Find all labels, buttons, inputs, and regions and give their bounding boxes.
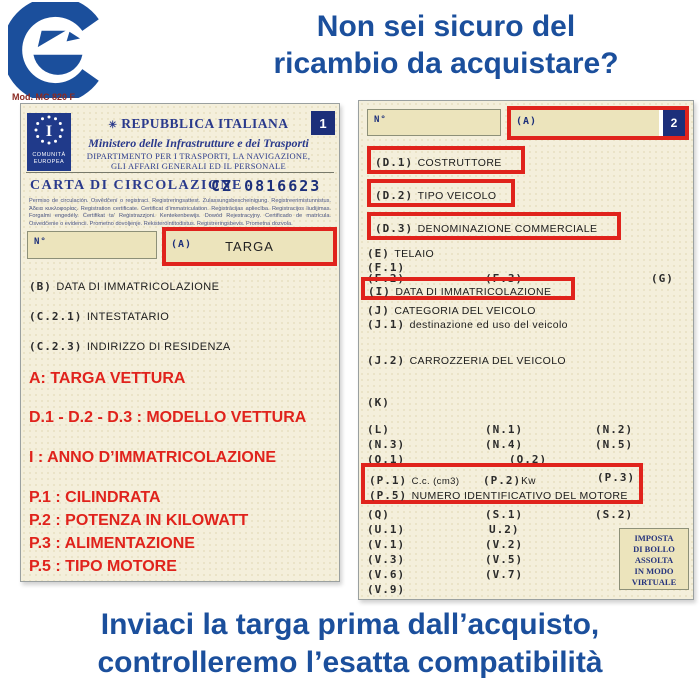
field-code: (O.2) [509,453,548,466]
field-code: (N.3) [367,438,406,451]
field-code: (D.2) [375,189,414,202]
plate-code: (A) [171,239,193,250]
field-code: (V.6) [367,568,406,581]
legend-cilindrata: P.1 : CILINDRATA [29,489,161,506]
field-label: DATA DI IMMATRICOLAZIONE [395,286,552,298]
field-code: (D.1) [375,156,414,169]
footer-message [0,606,700,682]
field-row-j2 [367,351,566,369]
legend-anno: I : ANNO D’IMMATRICOLAZIONE [29,449,277,466]
plate-highlight-box [507,106,689,140]
field-code: (K) [367,396,390,409]
field-label: INDIRIZZO DI RESIDENZA [86,341,231,353]
registration-card-page2 [358,100,694,600]
field-code: (V.9) [367,583,406,596]
field-code: (B) [29,280,52,293]
document-title: CARTA DI CIRCOLAZIONE [30,178,243,193]
field-code: (F.3) [485,272,524,285]
field-code: (F.2) [367,272,406,285]
field-code: (J.1) [367,318,406,331]
registration-card-page1 [20,103,340,582]
field-code: (P.2) [483,474,522,487]
country-name: REPUBBLICA ITALIANA [121,116,289,131]
field-code: (N.5) [595,438,634,451]
stamp-line: ASSOLTA [634,555,674,565]
department-line2: GLI AFFARI GENERALI ED IL PERSONALE [110,161,287,171]
plate-code: (A) [516,116,538,127]
plate-highlight-box [162,227,337,266]
engine-data-highlight-box [361,463,643,504]
field-row-c23 [29,337,231,355]
field-code: (Q) [367,508,390,521]
field-code: (U.1) [367,523,406,536]
field-code: (P.1) [369,474,408,487]
italy-emblem-icon: ✳ [108,120,118,131]
tipo-veicolo-highlight-box [367,179,515,207]
denominazione-highlight-box [367,212,621,240]
field-row-j1 [367,315,568,333]
costruttore-highlight-box [367,146,525,174]
eu-community-emblem [27,113,71,171]
ministry-line: Ministero delle Infrastrutture e dei Trasporti [88,136,309,150]
legend-potenza: P.2 : POTENZA IN KILOWATT [29,512,249,529]
legend-alimentazione: P.3 : ALIMENTAZIONE [29,535,195,552]
page-number-badge: 2 [663,110,685,136]
header-divider [26,172,334,173]
field-label: NUMERO IDENTIFICATIVO DEL MOTORE [411,490,628,502]
field-code: (V.5) [485,553,524,566]
field-label: INTESTATARIO [86,311,170,323]
field-code: (O.1) [367,453,406,466]
field-label: COSTRUTTORE [417,157,502,169]
multilingual-fine-print: Permiso de circulación. Osvědčení o registraci. Registreringsattest. Zulassungsbescheinigung. Registreerimistunnistus. Άδεια κυκλοφορίας. Registration certificate. Certificat d'immatriculation. Reģistrācijas apliecība. Registracijos liudijimas. Forgalmi engedély. Ċertifikat ta' Reġistrazzjoni. Kentekenbewijs. Dowód Rejestracyjny. Certificado de matrícula. Osvedčenie o evidencii. Prometno dovoljenje. Rekisteröintitodistus. Registreringsbevis. Prometna dozvola. [29,198,331,227]
stamp-line: VIRTUALE [631,577,677,587]
registration-number-field [27,231,157,259]
field-code: (E) [367,247,390,260]
field-code: (C.2.1) [29,310,83,323]
country-header [76,116,321,132]
immatricolazione-highlight-box [361,277,575,300]
eu-label-line1: COMUNITÀ [32,152,66,158]
field-row-d3 [375,219,597,237]
plate-field [166,231,333,262]
field-row-p5 [369,486,628,504]
field-code: (S.2) [595,508,634,521]
field-code: (N.2) [595,423,634,436]
footer-line1: Inviaci la targa prima dall’acquisto, [100,608,600,641]
legend-tipo-motore: P.5 : TIPO MOTORE [29,558,177,575]
field-code: (L) [367,423,390,436]
legend-targa: A: TARGA VETTURA [29,370,186,387]
legend-modello: D.1 - D.2 - D.3 : MODELLO VETTURA [29,409,307,426]
field-code: (V.1) [367,538,406,551]
plate-value: TARGA [225,239,274,254]
field-code: (J.2) [367,354,406,367]
page-title [200,8,692,82]
field-code: (G) [651,272,674,285]
field-code: (C.2.3) [29,340,83,353]
field-label: TIPO VEICOLO [417,190,497,202]
page-number-badge: 1 [311,111,335,135]
field-row-d2 [375,186,496,204]
eu-stars-icon [31,113,67,147]
stamp-line: IN MODO [634,566,674,576]
field-row-i [368,282,551,300]
brand-logo-icon [8,2,104,98]
field-code: (N.4) [485,438,524,451]
field-code: (V.7) [485,568,524,581]
field-code: (D.3) [375,222,414,235]
field-code: (F.1) [367,261,406,274]
field-code: (S.1) [485,508,524,521]
field-label: destinazione ed uso del veicolo [409,319,568,331]
field-label: DATA DI IMMATRICOLAZIONE [56,281,220,293]
field-code: (I) [368,285,391,298]
stamp-duty-box [619,528,689,590]
registration-number-field [367,109,501,136]
field-label: CARROZZERIA DEL VEICOLO [409,355,567,367]
field-row-k [367,393,390,411]
stamp-line: IMPOSTA [634,533,674,543]
n-field-label: N° [34,237,47,247]
field-code: (V.2) [485,538,524,551]
field-code: (P.5) [369,489,408,502]
field-code: (P.3) [597,471,636,484]
department-line1: DIPARTIMENTO PER I TRASPORTI, LA NAVIGAZIONE, [86,151,311,161]
field-code: U.2) [489,523,520,536]
field-label: CATEGORIA DEL VEICOLO [394,305,536,317]
field-label: Kw [521,476,536,487]
field-row-c21 [29,307,169,325]
form-model-label: Mod. MC 820 F [12,92,76,102]
n-field-label: N° [374,115,387,125]
field-label: C.c. (cm3) [411,476,460,487]
plate-field [511,110,685,136]
field-row-d1 [375,153,502,171]
page-title-line1: Non sei sicuro del [316,10,576,43]
document-number: CZ 0816623 [211,177,322,195]
field-code: (N.1) [485,423,524,436]
field-code: (V.3) [367,553,406,566]
stamp-line: DI BOLLO [633,544,675,554]
field-label: DENOMINAZIONE COMMERCIALE [417,223,598,235]
page-title-line2: ricambio da acquistare? [273,47,619,80]
field-label: TELAIO [394,248,435,260]
footer-line2: controlleremo l’esatta compatibilità [97,646,603,679]
field-code: (J) [367,304,390,317]
eu-letter: I [45,123,53,140]
field-row-b [29,277,219,295]
eu-label-line2: EUROPEA [33,158,65,165]
